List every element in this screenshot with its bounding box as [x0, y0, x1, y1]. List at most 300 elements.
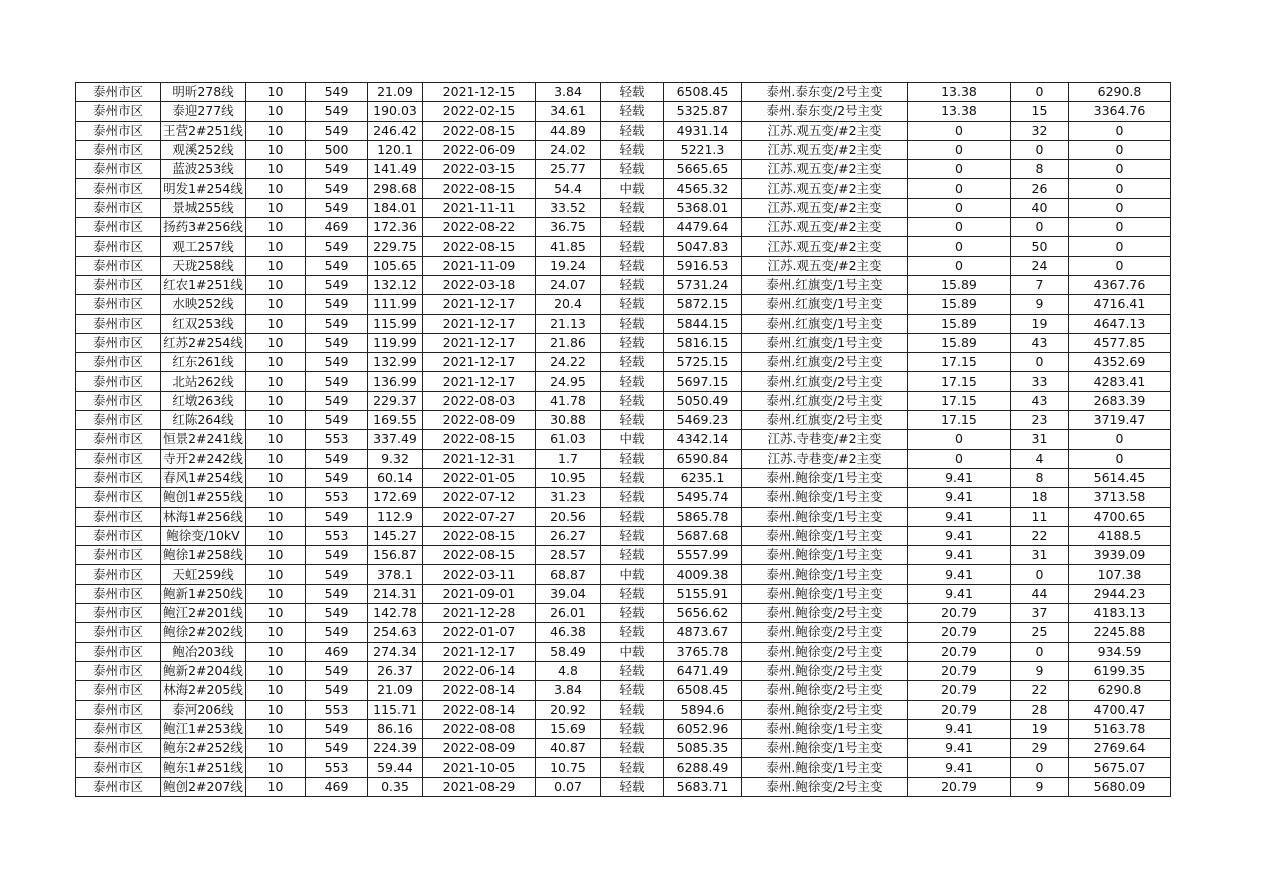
transformer-cell: 泰州.泰东变/2号主变: [742, 83, 908, 102]
load-status-cell: 中载: [601, 642, 664, 661]
load-status-cell: 轻载: [601, 700, 664, 719]
capacity-cell: 549: [306, 411, 368, 430]
load-cell: 136.99: [368, 372, 423, 391]
available-cell: 0: [1069, 140, 1171, 159]
load-status-cell: 轻载: [601, 198, 664, 217]
transformer-rate-cell: 0: [908, 237, 1011, 256]
load-cell: 184.01: [368, 198, 423, 217]
margin-cell: 3765.78: [664, 642, 742, 661]
table-row: [76, 700, 1171, 719]
load-status-cell: 轻载: [601, 160, 664, 179]
capacity-cell: 549: [306, 198, 368, 217]
load-status-cell: 中载: [601, 179, 664, 198]
line-name-cell: 扬药3#256线: [161, 218, 246, 237]
transformer-rate-cell: 20.79: [908, 661, 1011, 680]
count-cell: 24: [1011, 256, 1069, 275]
transformer-cell: 泰州.鲍徐变/1号主变: [742, 758, 908, 777]
load-cell: 274.34: [368, 642, 423, 661]
district-cell: 泰州市区: [76, 546, 161, 565]
load-rate-cell: 4.8: [536, 661, 601, 680]
count-cell: 9: [1011, 295, 1069, 314]
load-status-cell: 轻载: [601, 623, 664, 642]
margin-cell: 5687.68: [664, 526, 742, 545]
load-status-cell: 轻载: [601, 411, 664, 430]
district-cell: 泰州市区: [76, 198, 161, 217]
available-cell: 4716.41: [1069, 295, 1171, 314]
transformer-rate-cell: 0: [908, 430, 1011, 449]
voltage-cell: 10: [246, 218, 306, 237]
table-row: [76, 488, 1171, 507]
date-cell: 2022-08-22: [423, 218, 536, 237]
date-cell: 2022-08-14: [423, 681, 536, 700]
available-cell: 5163.78: [1069, 719, 1171, 738]
district-cell: 泰州市区: [76, 411, 161, 430]
margin-cell: 5731.24: [664, 275, 742, 294]
date-cell: 2022-03-11: [423, 565, 536, 584]
transformer-rate-cell: 20.79: [908, 604, 1011, 623]
load-status-cell: 轻载: [601, 681, 664, 700]
margin-cell: 5894.6: [664, 700, 742, 719]
district-cell: 泰州市区: [76, 777, 161, 796]
available-cell: 4700.65: [1069, 507, 1171, 526]
transformer-cell: 江苏.观五变/#2主变: [742, 237, 908, 256]
load-rate-cell: 10.75: [536, 758, 601, 777]
capacity-cell: 553: [306, 430, 368, 449]
transformer-rate-cell: 0: [908, 218, 1011, 237]
line-name-cell: 红墩263线: [161, 391, 246, 410]
transformer-cell: 江苏.观五变/#2主变: [742, 256, 908, 275]
available-cell: 3713.58: [1069, 488, 1171, 507]
voltage-cell: 10: [246, 449, 306, 468]
margin-cell: 4342.14: [664, 430, 742, 449]
count-cell: 0: [1011, 565, 1069, 584]
line-name-cell: 寺开2#242线: [161, 449, 246, 468]
load-cell: 190.03: [368, 102, 423, 121]
load-rate-cell: 34.61: [536, 102, 601, 121]
margin-cell: 6508.45: [664, 681, 742, 700]
load-rate-cell: 24.07: [536, 275, 601, 294]
transformer-rate-cell: 9.41: [908, 507, 1011, 526]
transformer-cell: 泰州.鲍徐变/2号主变: [742, 681, 908, 700]
margin-cell: 5865.78: [664, 507, 742, 526]
load-cell: 337.49: [368, 430, 423, 449]
transformer-rate-cell: 9.41: [908, 488, 1011, 507]
margin-cell: 5085.35: [664, 739, 742, 758]
load-status-cell: 轻载: [601, 121, 664, 140]
date-cell: 2022-08-03: [423, 391, 536, 410]
margin-cell: 5725.15: [664, 353, 742, 372]
margin-cell: 5683.71: [664, 777, 742, 796]
margin-cell: 5050.49: [664, 391, 742, 410]
line-name-cell: 鲍东1#251线: [161, 758, 246, 777]
count-cell: 8: [1011, 160, 1069, 179]
table-row: [76, 507, 1171, 526]
load-cell: 0.35: [368, 777, 423, 796]
load-rate-cell: 31.23: [536, 488, 601, 507]
district-cell: 泰州市区: [76, 237, 161, 256]
table-row: [76, 777, 1171, 796]
load-cell: 26.37: [368, 661, 423, 680]
available-cell: 6290.8: [1069, 83, 1171, 102]
count-cell: 9: [1011, 661, 1069, 680]
available-cell: 5680.09: [1069, 777, 1171, 796]
load-cell: 115.71: [368, 700, 423, 719]
capacity-cell: 469: [306, 642, 368, 661]
capacity-cell: 549: [306, 237, 368, 256]
count-cell: 43: [1011, 333, 1069, 352]
capacity-cell: 549: [306, 449, 368, 468]
count-cell: 18: [1011, 488, 1069, 507]
transformer-cell: 江苏.观五变/#2主变: [742, 179, 908, 198]
available-cell: 2769.64: [1069, 739, 1171, 758]
date-cell: 2021-10-05: [423, 758, 536, 777]
line-name-cell: 鲍徐1#258线: [161, 546, 246, 565]
district-cell: 泰州市区: [76, 430, 161, 449]
line-name-cell: 景城255线: [161, 198, 246, 217]
available-cell: 3719.47: [1069, 411, 1171, 430]
transformer-cell: 江苏.观五变/#2主变: [742, 160, 908, 179]
margin-cell: 5368.01: [664, 198, 742, 217]
load-status-cell: 轻载: [601, 584, 664, 603]
date-cell: 2021-12-17: [423, 295, 536, 314]
line-name-cell: 林海1#256线: [161, 507, 246, 526]
date-cell: 2022-08-15: [423, 430, 536, 449]
load-rate-cell: 24.02: [536, 140, 601, 159]
load-cell: 229.75: [368, 237, 423, 256]
voltage-cell: 10: [246, 584, 306, 603]
count-cell: 0: [1011, 353, 1069, 372]
district-cell: 泰州市区: [76, 140, 161, 159]
district-cell: 泰州市区: [76, 507, 161, 526]
voltage-cell: 10: [246, 140, 306, 159]
load-status-cell: 轻载: [601, 777, 664, 796]
capacity-cell: 549: [306, 719, 368, 738]
line-name-cell: 鲍新1#250线: [161, 584, 246, 603]
table-row: [76, 179, 1171, 198]
data-table: [75, 82, 1171, 797]
transformer-cell: 泰州.红旗变/1号主变: [742, 333, 908, 352]
load-cell: 224.39: [368, 739, 423, 758]
table-row: [76, 256, 1171, 275]
load-status-cell: 轻载: [601, 314, 664, 333]
load-rate-cell: 25.77: [536, 160, 601, 179]
transformer-rate-cell: 15.89: [908, 295, 1011, 314]
capacity-cell: 549: [306, 681, 368, 700]
load-rate-cell: 28.57: [536, 546, 601, 565]
district-cell: 泰州市区: [76, 758, 161, 777]
capacity-cell: 549: [306, 546, 368, 565]
load-rate-cell: 46.38: [536, 623, 601, 642]
date-cell: 2022-01-07: [423, 623, 536, 642]
available-cell: 0: [1069, 430, 1171, 449]
load-status-cell: 轻载: [601, 275, 664, 294]
load-cell: 156.87: [368, 546, 423, 565]
load-cell: 298.68: [368, 179, 423, 198]
load-cell: 115.99: [368, 314, 423, 333]
available-cell: 4367.76: [1069, 275, 1171, 294]
capacity-cell: 549: [306, 739, 368, 758]
transformer-rate-cell: 9.41: [908, 719, 1011, 738]
date-cell: 2022-03-18: [423, 275, 536, 294]
date-cell: 2022-08-15: [423, 179, 536, 198]
load-cell: 141.49: [368, 160, 423, 179]
load-rate-cell: 44.89: [536, 121, 601, 140]
load-status-cell: 轻载: [601, 83, 664, 102]
available-cell: 4577.85: [1069, 333, 1171, 352]
transformer-cell: 泰州.鲍徐变/1号主变: [742, 526, 908, 545]
district-cell: 泰州市区: [76, 700, 161, 719]
load-status-cell: 轻载: [601, 719, 664, 738]
count-cell: 4: [1011, 449, 1069, 468]
transformer-rate-cell: 17.15: [908, 411, 1011, 430]
voltage-cell: 10: [246, 739, 306, 758]
district-cell: 泰州市区: [76, 623, 161, 642]
date-cell: 2021-12-17: [423, 353, 536, 372]
load-status-cell: 轻载: [601, 256, 664, 275]
capacity-cell: 549: [306, 623, 368, 642]
date-cell: 2022-07-27: [423, 507, 536, 526]
load-cell: 21.09: [368, 83, 423, 102]
table-row: [76, 642, 1171, 661]
transformer-rate-cell: 13.38: [908, 102, 1011, 121]
voltage-cell: 10: [246, 661, 306, 680]
load-cell: 111.99: [368, 295, 423, 314]
line-name-cell: 观工257线: [161, 237, 246, 256]
capacity-cell: 549: [306, 121, 368, 140]
load-rate-cell: 58.49: [536, 642, 601, 661]
load-cell: 229.37: [368, 391, 423, 410]
line-name-cell: 鲍江1#253线: [161, 719, 246, 738]
count-cell: 28: [1011, 700, 1069, 719]
table-row: [76, 468, 1171, 487]
capacity-cell: 553: [306, 526, 368, 545]
voltage-cell: 10: [246, 275, 306, 294]
transformer-cell: 泰州.鲍徐变/1号主变: [742, 719, 908, 738]
line-name-cell: 红农1#251线: [161, 275, 246, 294]
table-row: [76, 411, 1171, 430]
capacity-cell: 469: [306, 218, 368, 237]
capacity-cell: 549: [306, 295, 368, 314]
load-rate-cell: 26.01: [536, 604, 601, 623]
table-row: [76, 584, 1171, 603]
table-row: [76, 661, 1171, 680]
capacity-cell: 549: [306, 83, 368, 102]
line-name-cell: 鲍徐2#202线: [161, 623, 246, 642]
table-row: [76, 391, 1171, 410]
table-row: [76, 237, 1171, 256]
line-name-cell: 红苏2#254线: [161, 333, 246, 352]
table-row: [76, 526, 1171, 545]
load-cell: 9.32: [368, 449, 423, 468]
capacity-cell: 553: [306, 700, 368, 719]
count-cell: 37: [1011, 604, 1069, 623]
table-row: [76, 719, 1171, 738]
line-name-cell: 蓝波253线: [161, 160, 246, 179]
line-name-cell: 天珑258线: [161, 256, 246, 275]
line-name-cell: 鲍冶203线: [161, 642, 246, 661]
district-cell: 泰州市区: [76, 295, 161, 314]
transformer-rate-cell: 9.41: [908, 739, 1011, 758]
transformer-rate-cell: 17.15: [908, 372, 1011, 391]
table-row: [76, 121, 1171, 140]
capacity-cell: 553: [306, 758, 368, 777]
voltage-cell: 10: [246, 179, 306, 198]
district-cell: 泰州市区: [76, 681, 161, 700]
line-name-cell: 红东261线: [161, 353, 246, 372]
load-rate-cell: 19.24: [536, 256, 601, 275]
available-cell: 3364.76: [1069, 102, 1171, 121]
capacity-cell: 549: [306, 565, 368, 584]
count-cell: 22: [1011, 681, 1069, 700]
available-cell: 4283.41: [1069, 372, 1171, 391]
transformer-rate-cell: 15.89: [908, 333, 1011, 352]
transformer-cell: 泰州.鲍徐变/1号主变: [742, 739, 908, 758]
margin-cell: 6471.49: [664, 661, 742, 680]
table-row: [76, 430, 1171, 449]
district-cell: 泰州市区: [76, 314, 161, 333]
district-cell: 泰州市区: [76, 468, 161, 487]
transformer-rate-cell: 20.79: [908, 777, 1011, 796]
available-cell: 0: [1069, 218, 1171, 237]
load-status-cell: 轻载: [601, 449, 664, 468]
load-status-cell: 轻载: [601, 739, 664, 758]
available-cell: 0: [1069, 121, 1171, 140]
date-cell: 2022-08-15: [423, 121, 536, 140]
district-cell: 泰州市区: [76, 83, 161, 102]
table-row: [76, 333, 1171, 352]
transformer-rate-cell: 0: [908, 179, 1011, 198]
date-cell: 2022-08-15: [423, 546, 536, 565]
load-rate-cell: 39.04: [536, 584, 601, 603]
table-row: [76, 275, 1171, 294]
district-cell: 泰州市区: [76, 565, 161, 584]
date-cell: 2021-12-17: [423, 314, 536, 333]
voltage-cell: 10: [246, 372, 306, 391]
available-cell: 0: [1069, 237, 1171, 256]
margin-cell: 5916.53: [664, 256, 742, 275]
voltage-cell: 10: [246, 333, 306, 352]
voltage-cell: 10: [246, 295, 306, 314]
margin-cell: 5844.15: [664, 314, 742, 333]
line-name-cell: 北站262线: [161, 372, 246, 391]
table-row: [76, 314, 1171, 333]
date-cell: 2021-11-11: [423, 198, 536, 217]
available-cell: 4188.5: [1069, 526, 1171, 545]
load-cell: 214.31: [368, 584, 423, 603]
voltage-cell: 10: [246, 256, 306, 275]
line-name-cell: 鲍徐变/10kV: [161, 526, 246, 545]
date-cell: 2022-02-15: [423, 102, 536, 121]
district-cell: 泰州市区: [76, 739, 161, 758]
date-cell: 2022-06-09: [423, 140, 536, 159]
load-rate-cell: 33.52: [536, 198, 601, 217]
margin-cell: 6235.1: [664, 468, 742, 487]
load-rate-cell: 41.78: [536, 391, 601, 410]
transformer-rate-cell: 17.15: [908, 353, 1011, 372]
load-rate-cell: 36.75: [536, 218, 601, 237]
count-cell: 0: [1011, 758, 1069, 777]
load-status-cell: 轻载: [601, 468, 664, 487]
load-rate-cell: 68.87: [536, 565, 601, 584]
district-cell: 泰州市区: [76, 604, 161, 623]
load-status-cell: 轻载: [601, 526, 664, 545]
transformer-rate-cell: 15.89: [908, 275, 1011, 294]
margin-cell: 6590.84: [664, 449, 742, 468]
date-cell: 2022-08-15: [423, 526, 536, 545]
line-name-cell: 恒景2#241线: [161, 430, 246, 449]
voltage-cell: 10: [246, 700, 306, 719]
available-cell: 5675.07: [1069, 758, 1171, 777]
table-body: [76, 83, 1171, 797]
date-cell: 2021-11-09: [423, 256, 536, 275]
table-row: [76, 739, 1171, 758]
load-rate-cell: 40.87: [536, 739, 601, 758]
count-cell: 31: [1011, 546, 1069, 565]
transformer-cell: 江苏.寺巷变/#2主变: [742, 449, 908, 468]
district-cell: 泰州市区: [76, 102, 161, 121]
table-row: [76, 218, 1171, 237]
transformer-rate-cell: 13.38: [908, 83, 1011, 102]
transformer-cell: 泰州.鲍徐变/1号主变: [742, 584, 908, 603]
date-cell: 2021-12-31: [423, 449, 536, 468]
capacity-cell: 549: [306, 314, 368, 333]
margin-cell: 6052.96: [664, 719, 742, 738]
date-cell: 2022-07-12: [423, 488, 536, 507]
load-cell: 86.16: [368, 719, 423, 738]
voltage-cell: 10: [246, 507, 306, 526]
date-cell: 2022-08-14: [423, 700, 536, 719]
district-cell: 泰州市区: [76, 391, 161, 410]
table-row: [76, 83, 1171, 102]
voltage-cell: 10: [246, 681, 306, 700]
margin-cell: 5816.15: [664, 333, 742, 352]
load-cell: 59.44: [368, 758, 423, 777]
transformer-rate-cell: 17.15: [908, 391, 1011, 410]
transformer-rate-cell: 9.41: [908, 584, 1011, 603]
transformer-rate-cell: 15.89: [908, 314, 1011, 333]
line-name-cell: 明昕278线: [161, 83, 246, 102]
transformer-cell: 泰州.鲍徐变/2号主变: [742, 623, 908, 642]
voltage-cell: 10: [246, 121, 306, 140]
load-status-cell: 轻载: [601, 546, 664, 565]
count-cell: 0: [1011, 140, 1069, 159]
capacity-cell: 549: [306, 275, 368, 294]
voltage-cell: 10: [246, 198, 306, 217]
date-cell: 2022-08-09: [423, 739, 536, 758]
transformer-cell: 泰州.红旗变/2号主变: [742, 353, 908, 372]
voltage-cell: 10: [246, 237, 306, 256]
available-cell: 4352.69: [1069, 353, 1171, 372]
transformer-rate-cell: 9.41: [908, 758, 1011, 777]
margin-cell: 5495.74: [664, 488, 742, 507]
load-rate-cell: 20.4: [536, 295, 601, 314]
load-status-cell: 轻载: [601, 218, 664, 237]
available-cell: 0: [1069, 179, 1171, 198]
transformer-rate-cell: 9.41: [908, 468, 1011, 487]
margin-cell: 5872.15: [664, 295, 742, 314]
date-cell: 2022-06-14: [423, 661, 536, 680]
table-row: [76, 546, 1171, 565]
district-cell: 泰州市区: [76, 256, 161, 275]
voltage-cell: 10: [246, 777, 306, 796]
line-name-cell: 水映252线: [161, 295, 246, 314]
voltage-cell: 10: [246, 391, 306, 410]
district-cell: 泰州市区: [76, 372, 161, 391]
transformer-cell: 泰州.红旗变/2号主变: [742, 391, 908, 410]
line-name-cell: 王营2#251线: [161, 121, 246, 140]
margin-cell: 4479.64: [664, 218, 742, 237]
voltage-cell: 10: [246, 353, 306, 372]
